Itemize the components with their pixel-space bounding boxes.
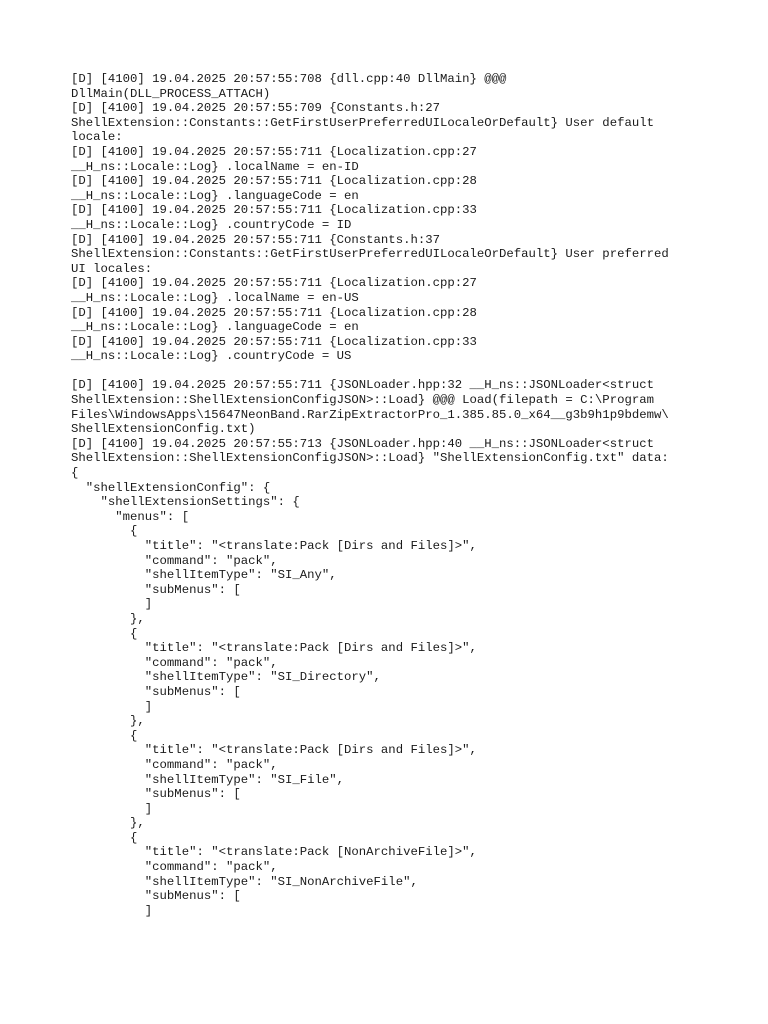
json-line: }, (71, 611, 145, 626)
log-line: Files\WindowsApps\15647NeonBand.RarZipExtractorPro_1.385.85.0_x64__g3b9h1p9bdemw\ (71, 407, 669, 422)
blank-line (71, 364, 751, 379)
json-line: "shellItemType": "SI_Directory", (71, 670, 381, 685)
log-line: [D] [4100] 19.04.2025 20:57:55:711 {Localization.cpp:27 (71, 276, 477, 291)
json-line: { (71, 466, 79, 481)
log-document (71, 72, 751, 918)
json-line: "menus": [ (71, 509, 190, 524)
log-line: UI locales: (71, 261, 153, 276)
json-line: "subMenus": [ (71, 787, 241, 802)
json-line: ] (71, 597, 153, 612)
json-line: ] (71, 699, 153, 714)
json-line: { (71, 524, 138, 539)
log-line: locale: (71, 130, 123, 145)
log-line: ShellExtension::Constants::GetFirstUserPreferredUILocaleOrDefault} User default (71, 115, 654, 130)
json-line: "shellExtensionSettings": { (71, 495, 300, 510)
log-line: [D] [4100] 19.04.2025 20:57:55:711 {Localization.cpp:33 (71, 334, 477, 349)
log-line: [D] [4100] 19.04.2025 20:57:55:708 {dll.cpp:40 DllMain} @@@ (71, 72, 507, 86)
log-line: __H_ns::Locale::Log} .countryCode = US (71, 349, 352, 364)
json-line: "title": "<translate:Pack [Dirs and Files]>", (71, 641, 477, 656)
json-line: "shellExtensionConfig": { (71, 480, 271, 495)
json-line: "title": "<translate:Pack [NonArchiveFile]>", (71, 845, 477, 860)
json-line: "shellItemType": "SI_File", (71, 772, 345, 787)
log-line: ShellExtensionConfig.txt) (71, 422, 256, 437)
json-line: "title": "<translate:Pack [Dirs and Files]>", (71, 743, 477, 758)
log-line: [D] [4100] 19.04.2025 20:57:55:711 {Localization.cpp:28 (71, 174, 477, 189)
json-line: ] (71, 903, 153, 918)
log-line: [D] [4100] 19.04.2025 20:57:55:711 {Constants.h:37 (71, 232, 440, 247)
json-line: "command": "pack", (71, 757, 278, 772)
json-line: ] (71, 801, 153, 816)
json-line: "subMenus": [ (71, 582, 241, 597)
log-line: ShellExtension::ShellExtensionConfigJSON>::Load} "ShellExtensionConfig.txt" data: (71, 451, 669, 466)
log-line: [D] [4100] 19.04.2025 20:57:55:711 {Localization.cpp:27 (71, 144, 477, 159)
log-line: [D] [4100] 19.04.2025 20:57:55:709 {Constants.h:27 (71, 101, 440, 116)
json-line: "title": "<translate:Pack [Dirs and Files]>", (71, 539, 477, 553)
json-line: "shellItemType": "SI_NonArchiveFile", (71, 874, 418, 889)
json-line: "shellItemType": "SI_Any", (71, 568, 337, 583)
log-line: __H_ns::Locale::Log} .localName = en-ID (71, 159, 359, 174)
json-line: }, (71, 714, 145, 729)
log-line: [D] [4100] 19.04.2025 20:57:55:711 {Localization.cpp:33 (71, 203, 477, 218)
log-line: [D] [4100] 19.04.2025 20:57:55:711 {JSONLoader.hpp:32 __H_ns::JSONLoader<struct (71, 378, 654, 393)
log-line: __H_ns::Locale::Log} .countryCode = ID (71, 217, 352, 232)
json-line: { (71, 830, 138, 845)
log-line: ShellExtension::Constants::GetFirstUserPreferredUILocaleOrDefault} User preferred (71, 247, 669, 262)
log-line: [D] [4100] 19.04.2025 20:57:55:711 {Localization.cpp:28 (71, 305, 477, 320)
log-line: ShellExtension::ShellExtensionConfigJSON>::Load} @@@ Load(filepath = C:\Program (71, 393, 654, 408)
log-line: DllMain(DLL_PROCESS_ATTACH) (71, 86, 271, 101)
json-line: "subMenus": [ (71, 889, 241, 904)
json-line: "command": "pack", (71, 655, 278, 670)
json-line: { (71, 728, 138, 743)
log-line: __H_ns::Locale::Log} .localName = en-US (71, 290, 359, 305)
log-line: [D] [4100] 19.04.2025 20:57:55:713 {JSONLoader.hpp:40 __H_ns::JSONLoader<struct (71, 436, 654, 451)
json-line: }, (71, 816, 145, 831)
json-line: "command": "pack", (71, 553, 278, 568)
log-line: __H_ns::Locale::Log} .languageCode = en (71, 320, 359, 335)
log-line: __H_ns::Locale::Log} .languageCode = en (71, 188, 359, 203)
json-line: { (71, 626, 138, 641)
json-line: "subMenus": [ (71, 684, 241, 699)
json-line: "command": "pack", (71, 860, 278, 875)
